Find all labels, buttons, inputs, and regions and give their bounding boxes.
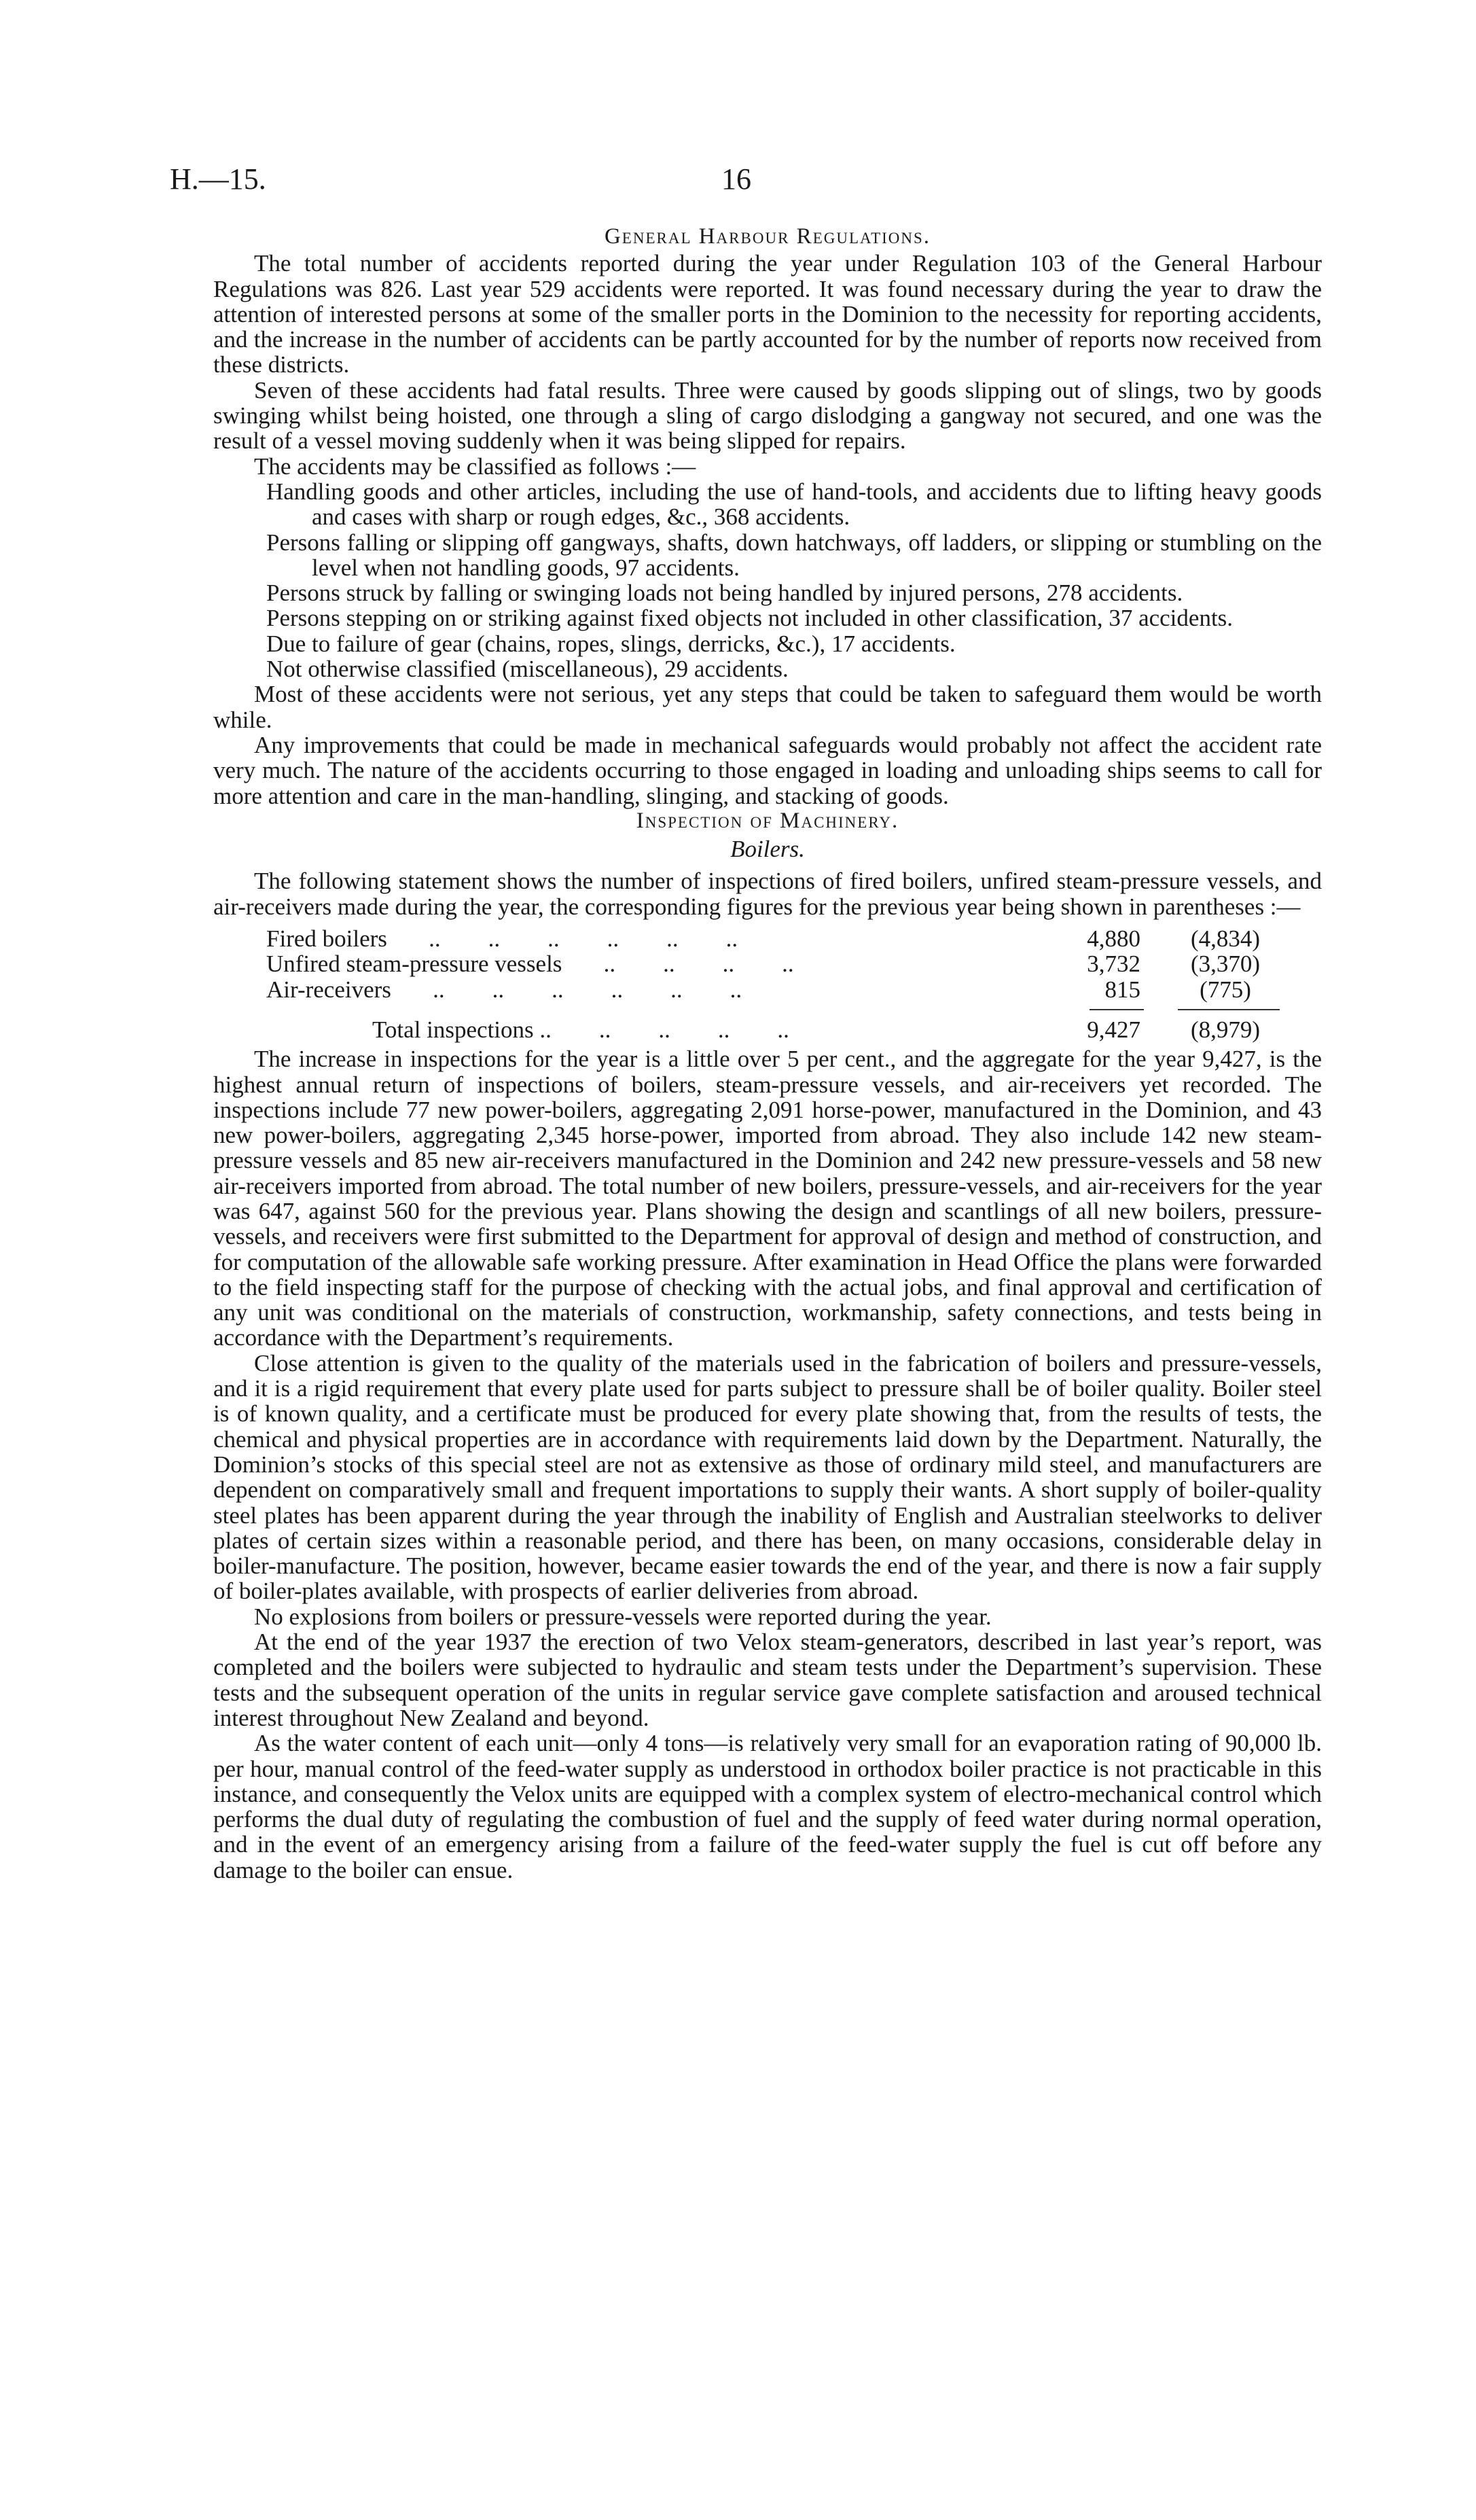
current-value: 815	[1104, 976, 1140, 1003]
row-label: Unfired steam-pressure vessels .. .. .. ..	[266, 951, 794, 978]
list-item: Persons struck by falling or swinging loads not being handled by injured persons, 278 accidents.	[266, 580, 1183, 607]
total-previous: (8,979)	[1190, 1016, 1261, 1043]
document-reference: H.—15.	[170, 162, 266, 196]
paragraph: The increase in inspections for the year is a little over 5 per cent., and the aggregate for the year 9,427, is the highest annual return of inspections of boilers, steam-pressure vessels, and air-receivers yet recorded. The inspections include 77 new power-boilers, aggregating 2,091 horse-power, manufactured in the Dominion, and 43 new power-boilers, aggregating 2,345 horse-power, imported from abroad. They also include 142 new steam-pressure vessels and 85 new air-receivers manufactured in the Dominion and 242 new pressure-vessels and 58 new air-receivers imported from abroad. The total number of new boilers, pressure-vessels, and air-receivers for the year was 647, against 560 for the previous year. Plans showing the design and scantlings of all new boilers, pressure-vessels, and receivers were first submitted to the Department for approval of design and method of construction, and for computation of the allowable safe working pressure. After examination in Head Office the plans were forwarded to the field inspecting staff for the purpose of checking with the actual jobs, and final approval and certification of any unit was conditional on the materials of construction, workmanship, safety connections, and tests being in accordance with the Department’s requirements.	[213, 1046, 1322, 1351]
total-rule	[213, 1002, 1322, 1017]
paragraph: No explosions from boilers or pressure-vessels were reported during the year.	[254, 1603, 992, 1630]
rule-line	[1178, 1009, 1280, 1010]
total-current: 9,427	[1087, 1016, 1140, 1043]
paragraph: The following statement shows the number of inspections of fired boilers, unfired steam-pressure vessels, and air-receivers made during the year, the corresponding figures for the previous year being shown in parentheses :—	[213, 868, 1322, 920]
row-label: Fired boilers .. .. .. .. .. ..	[266, 925, 738, 953]
previous-value: (3,370)	[1190, 951, 1261, 978]
paragraph: The total number of accidents reported during the year under Regulation 103 of the General Harbour Regulations was 826. Last year 529 accidents were reported. It was found necessary during the year to draw the attention of interested persons at some of the smaller ports in the Dominion to the necessity for reporting accidents, and the increase in the number of accidents can be partly accounted for by the number of reports now received from these districts.	[213, 250, 1322, 378]
list-item: Persons falling or slipping off gangways, shafts, down hatchways, off ladders, or slipping or stumbling on the level when not handling goods, 97 accidents.	[266, 529, 1322, 581]
paragraph: At the end of the year 1937 the erection of two Velox steam-generators, described in last year’s report, was completed and the boilers were subjected to hydraulic and steam tests under the Department’s supervision. These tests and the subsequent operation of the units in regular service gave complete satisfaction and aroused technical interest throughout New Zealand and beyond.	[213, 1629, 1322, 1731]
paragraph: Seven of these accidents had fatal results. Three were caused by goods slipping out of slings, two by goods swinging whilst being hoisted, one through a sling of cargo dislodging a gangway not secured, and one was the result of a vessel moving suddenly when it was being slipped for repairs.	[213, 376, 1322, 455]
list-item: Due to failure of gear (chains, ropes, slings, derricks, &c.), 17 accidents.	[266, 630, 956, 657]
page-number: 16	[721, 162, 751, 196]
previous-value: (4,834)	[1190, 925, 1261, 953]
inspection-statistics-table	[213, 926, 1322, 1042]
section-title-harbour: General Harbour Regulations.	[604, 224, 931, 249]
previous-value: (775)	[1200, 976, 1251, 1003]
paragraph: As the water content of each unit—only 4 tons—is relatively very small for an evaporation rating of 90,000 lb. per hour, manual control of the feed-water supply as understood in orthodox boiler practice is not practicable in this instance, and consequently the Velox units are equipped with a complex system of electro-mechanical control which performs the dual duty of regulating the combustion of fuel and the supply of feed water during normal operation, and in the event of an emergency arising from a failure of the feed-water supply the fuel is cut off before any damage to the boiler can ensue.	[213, 1730, 1322, 1883]
paragraph: The accidents may be classified as follows :—	[254, 452, 696, 480]
current-value: 4,880	[1087, 925, 1140, 953]
total-row	[213, 1017, 1322, 1042]
row-label: Air-receivers .. .. .. .. .. ..	[266, 976, 742, 1003]
list-item: Not otherwise classified (miscellaneous), 29 accidents.	[266, 656, 789, 683]
accident-classification-list	[213, 479, 1322, 681]
table-row	[213, 977, 1322, 1002]
table-row	[213, 926, 1322, 951]
subsection-title-boilers: Boilers.	[730, 836, 805, 863]
rule-line	[1090, 1009, 1144, 1010]
list-item: Handling goods and other articles, including the use of hand-tools, and accidents due to lifting heavy goods and cases with sharp or rough edges, &c., 368 accidents.	[266, 478, 1322, 531]
total-label: Total inspections .. .. .. .. ..	[372, 1016, 789, 1043]
section-title-machinery: Inspection of Machinery.	[636, 808, 899, 833]
paragraph: Any improvements that could be made in mechanical safeguards would probably not affect the accident rate very much. The nature of the accidents occurring to those engaged in loading and unloading ships seems to call for more attention and care in the man-handling, slinging, and stacking of goods.	[213, 731, 1322, 809]
current-value: 3,732	[1087, 951, 1140, 978]
list-item: Persons stepping on or striking against fixed objects not included in other classification, 37 accidents.	[266, 605, 1234, 632]
table-row	[213, 951, 1322, 976]
paragraph: Close attention is given to the quality of the materials used in the fabrication of boilers and pressure-vessels, and it is a rigid requirement that every plate used for parts subject to pressure shall be of boiler quality. Boiler steel is of known quality, and a certificate must be produced for every plate showing that, from the results of tests, the chemical and physical properties are in accordance with requirements laid down by the Department. Naturally, the Dominion’s stocks of this special steel are not as extensive as those of ordinary mild steel, and manufacturers are dependent on comparatively small and frequent importations to supply their wants. A short supply of boiler-quality steel plates has been apparent during the year through the inability of English and Australian steelworks to deliver plates of certain sizes within a reasonable period, and there has been, on many occasions, considerable delay in boiler-manufacture. The position, however, became easier towards the end of the year, and there is now a fair supply of boiler-plates available, with prospects of earlier deliveries from abroad.	[213, 1349, 1322, 1605]
paragraph: Most of these accidents were not serious, yet any steps that could be taken to safeguard them would be worth while.	[213, 681, 1322, 733]
document-body	[213, 224, 1322, 1883]
page-header	[170, 162, 1297, 202]
